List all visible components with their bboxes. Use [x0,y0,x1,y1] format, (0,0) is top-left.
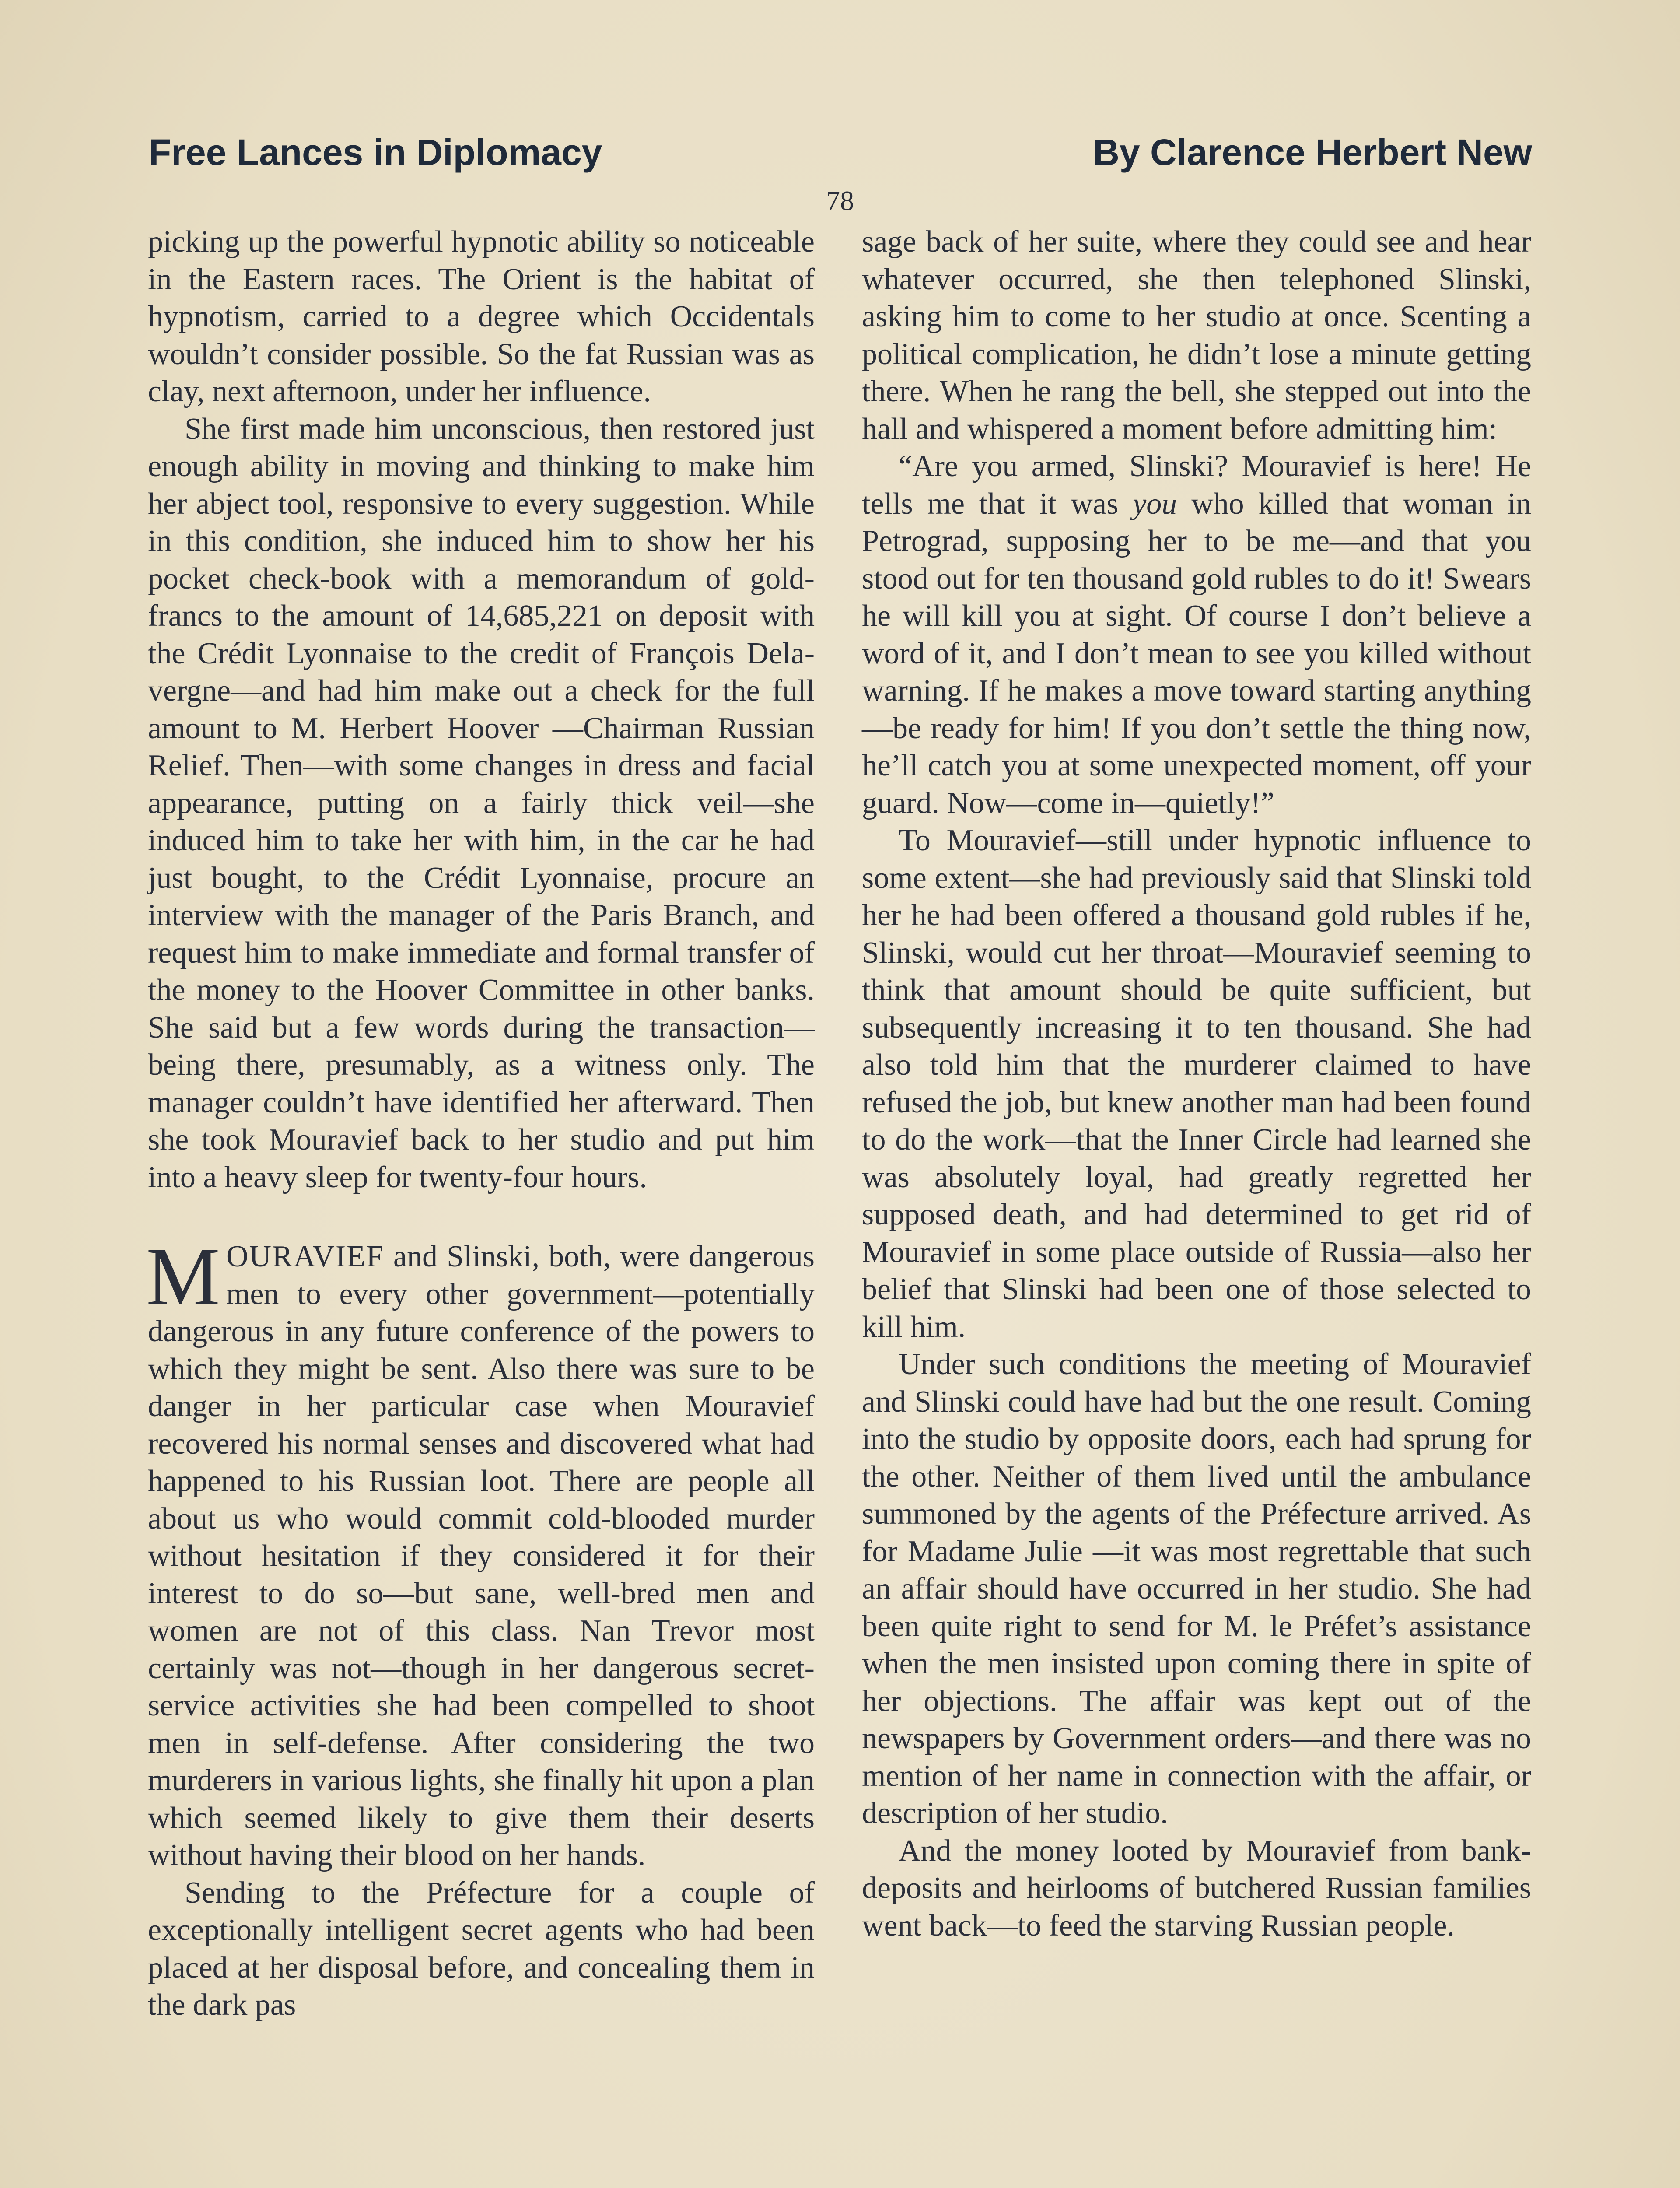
emphasis-text: you [1133,487,1177,521]
paragraph: And the money looted by Mouravief from bank-deposits and heirlooms of butchered Russian families went back—to feed the starving Russian people. [862,1834,1531,1943]
quote-text: who killed that woman in Petrograd, supposing her to be me—and that you stood out for ten thousand gold rubles to do it! Swears he will kill you at sight. Of course I don’t believe a word of it, and I don’t mean to see you killed without warning. If he makes a move toward starting anything—be ready for him! If you don’t settle the thing now, he’ll catch you at some unexpected moment, off your guard. Now—come in—quietly!” [862,487,1531,820]
paragraph: To Mouravief—still under hypnotic influence to some extent—she had previously said that Slinski told her he had been offered a thousand gold rubles if he, Slinski, would cut her throat—Mouravief seeming to think that amount should be quite sufficient, but subsequently increasing it to ten thousand. She had also told him that the murderer claimed to have refused the job, but knew another man had been found to do the work—that the Inner Circle had learned she was absolutely loyal, had greatly regretted her supposed death, and had determined to get rid of Mouravief in some place outside of Russia—also her belief that Slinski had been one of those selected to kill him. [862,824,1531,1344]
running-author: By Clarence Herbert New [1093,132,1532,173]
left-column [148,223,815,2188]
page-number: 78 [826,185,854,216]
drop-cap: M [146,1231,220,1323]
section-lead-caps: OURAVIEF [226,1240,384,1273]
paragraph: Sending to the Préfecture for a couple of exceptionally intelligent secret agents who had been placed at her disposal before, and concealing them in the dark pas [148,1876,815,2022]
section-text: and Slinski, both, were dangerous men to every other government—potentially dangerous in any future conference of the powers to which they might be sent. Also there was sure to be danger in her particular case when Mouravief recovered his normal senses and discovered what had happened to his Russian loot. There are people all about us who would commit cold-blooded murder without hesitation if they considered it for their interest to do so—but sane, well-bred men and women are not of this class. Nan Trevor most certainly was not—though in her dangerous secret-service activities she had been compelled to shoot men in self-defense. After considering the two murderers in various lights, she finally hit upon a plan which seemed likely to give them their deserts without having their blood on her hands. [148,1240,815,1872]
paragraph: sage back of her suite, where they could see and hear whatever occurred, she then telephoned Slinski, asking him to come to her studio at once. Scenting a political complication, he didn’t lose a minute getting there. When he rang the bell, she stepped out into the hall and whispered a moment before admitting him: [862,225,1531,446]
section-paragraph [146,1231,815,1874]
right-column [862,223,1531,2188]
paragraph: She first made him unconscious, then restored just enough ability in moving and thinking to make him her abject tool, responsive to every suggestion. While in this condition, she induced him to show her his pocket check-book with a memorandum of gold-francs to the amount of 14,685,221 on deposit with the Crédit Lyonnaise to the credit of François Delavergne—and had him make out a check for the full amount to M. Herbert Hoover —Chairman Russian Relief. Then—with some changes in dress and facial appearance, putting on a fairly thick veil—she induced him to take her with him, in the car he had just bought, to the Crédit Lyonnaise, procure an interview with the manager of the Paris Branch, and request him to make immediate and formal transfer of the money to the Hoover Committee in other banks. She said but a few words during the transaction—being there, presumably, as a witness only. The manager couldn’t have identified her afterward. Then she took Mouravief back to her studio and put him into a heavy sleep for twenty-four hours. [148,412,815,1194]
running-title: Free Lances in Diplomacy [149,132,602,173]
quote-paragraph [862,448,1531,822]
paragraph: picking up the powerful hypnotic ability so noticeable in the Eastern races. The Orient is the habitat of hypnotism, carried to a degree which Occidentals wouldn’t consider possible. So the fat Russian was as clay, next afternoon, under her influence. [148,225,815,408]
quote-text: “Are you armed, Slinski? Mouravief is here! He tells me that it was [862,449,1531,521]
paragraph: Under such conditions the meeting of Mouravief and Slinski could have had but the one result. Coming into the studio by opposite doors, each had sprung for the other. Neither of them lived until the ambulance summoned by the agents of the Préfecture arrived. As for Madame Julie —it was most regrettable that such an affair should have occurred in her studio. She had been quite right to send for M. le Préfet’s assistance when the men insisted upon coming there in spite of her objections. The affair was kept out of the newspapers by Government orders—and there was no mention of her name in connection with the affair, or description of her studio. [862,1347,1531,1830]
